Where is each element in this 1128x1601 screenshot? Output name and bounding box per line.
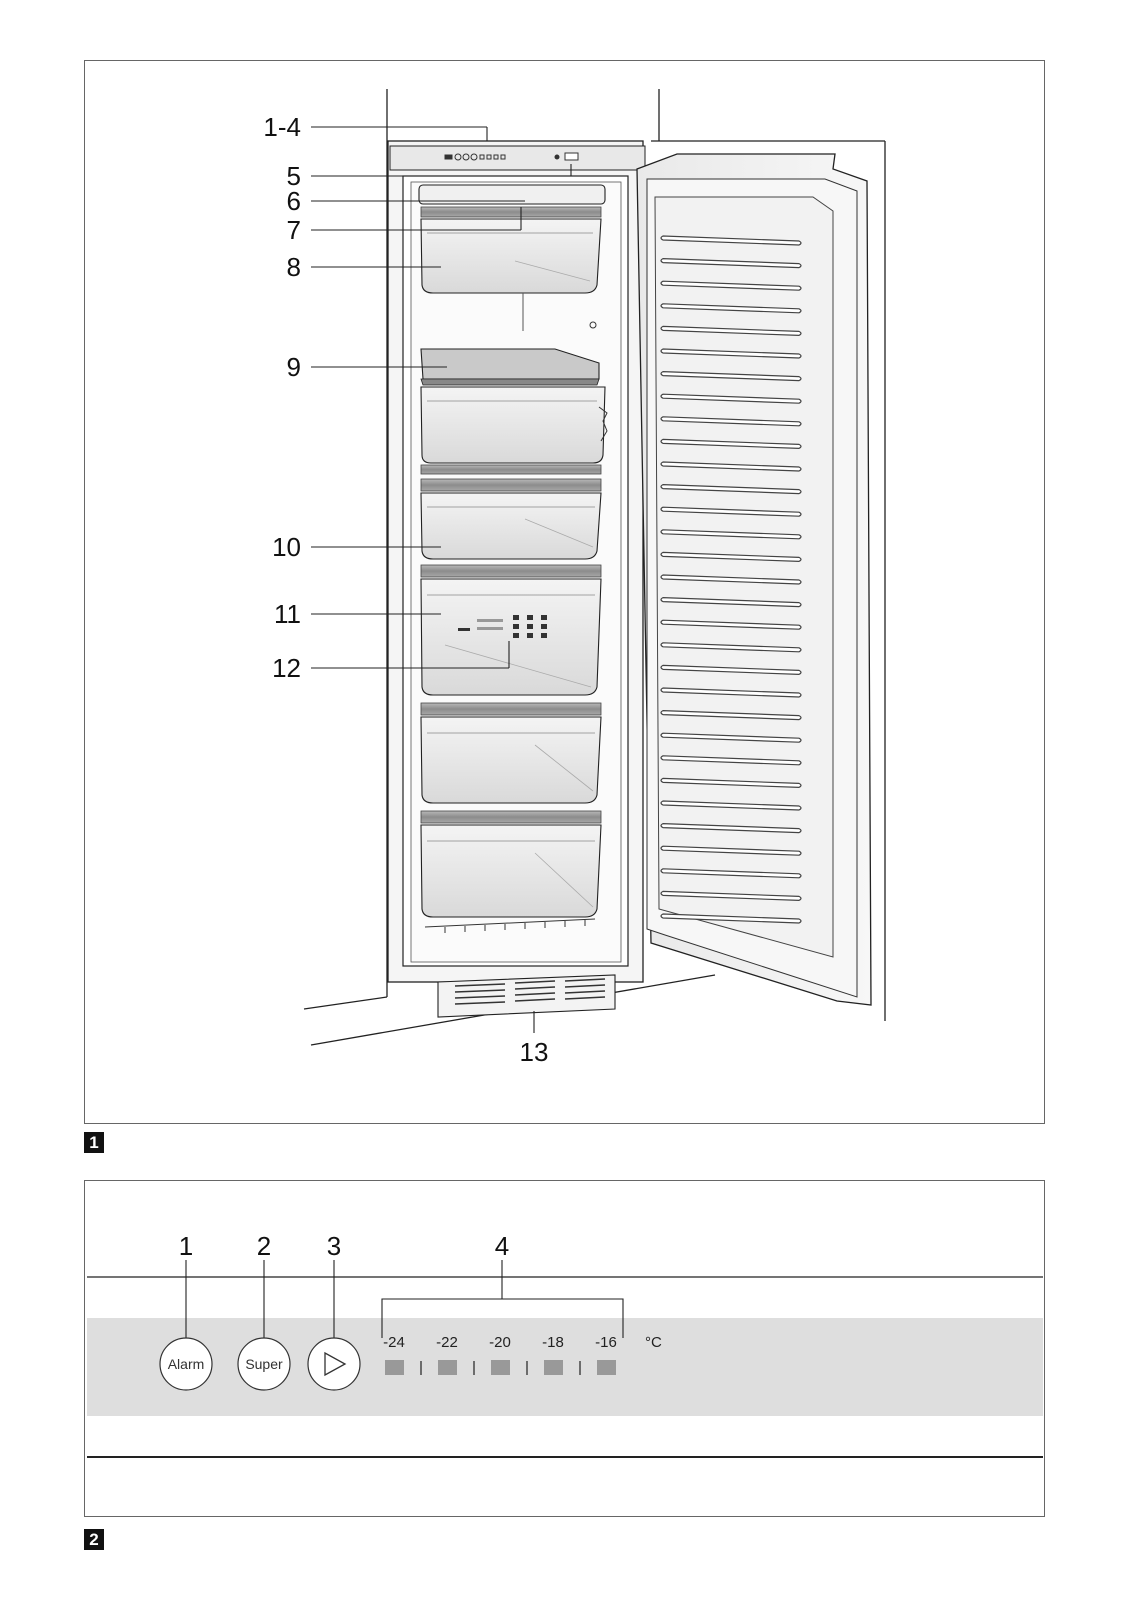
callout-10: 10 xyxy=(272,532,301,562)
panel-callout-4: 4 xyxy=(494,1231,510,1261)
figure-2-frame xyxy=(84,1180,1045,1517)
temp-indicator-5 xyxy=(597,1360,616,1375)
panel-callout-1: 1 xyxy=(178,1231,194,1261)
drawer-bottom xyxy=(421,811,601,933)
figure-1-badge: 1 xyxy=(84,1132,104,1153)
alarm-button-label: Alarm xyxy=(167,1356,205,1372)
temp-indicator-4 xyxy=(544,1360,563,1375)
panel-callout-2: 2 xyxy=(256,1231,272,1261)
callout-5: 5 xyxy=(286,161,301,191)
ventilation-grille xyxy=(438,975,615,1017)
glass-shelf xyxy=(421,349,599,385)
freezer-illustration xyxy=(85,61,1046,1125)
temp-label-1: -24 xyxy=(383,1334,405,1351)
callout-12: 12 xyxy=(272,653,301,683)
callout-6: 6 xyxy=(286,186,301,216)
drawer-lower xyxy=(421,703,601,803)
open-door xyxy=(637,154,871,1005)
temp-label-4: -18 xyxy=(542,1334,564,1351)
temp-label-3: -20 xyxy=(489,1334,511,1351)
figure-1-frame xyxy=(84,60,1045,1124)
temp-label-5: -16 xyxy=(595,1334,617,1351)
super-button[interactable] xyxy=(238,1338,290,1390)
callout-11: 11 xyxy=(274,599,301,629)
temp-indicator-3 xyxy=(491,1360,510,1375)
temp-label-2: -22 xyxy=(436,1334,458,1351)
alarm-button[interactable] xyxy=(160,1338,212,1390)
control-panel-band xyxy=(87,1318,1043,1416)
callout-1-4: 1-4 xyxy=(263,112,301,142)
temp-indicator-1 xyxy=(385,1360,404,1375)
callout-8: 8 xyxy=(286,252,301,282)
drawer-large xyxy=(421,387,607,474)
figure-2-badge: 2 xyxy=(84,1529,104,1550)
temperature-select-button[interactable] xyxy=(308,1338,360,1390)
temp-indicator-2 xyxy=(438,1360,457,1375)
panel-callout-3: 3 xyxy=(326,1231,342,1261)
super-button-label: Super xyxy=(245,1356,283,1372)
drawer-middle xyxy=(421,479,601,559)
control-panel-illustration xyxy=(85,1181,1046,1518)
callout-9: 9 xyxy=(286,352,301,382)
callout-13: 13 xyxy=(519,1037,549,1067)
drawer-with-freezing-guide xyxy=(421,565,601,695)
callout-7: 7 xyxy=(286,215,301,245)
temp-unit-label: °C xyxy=(645,1334,662,1351)
